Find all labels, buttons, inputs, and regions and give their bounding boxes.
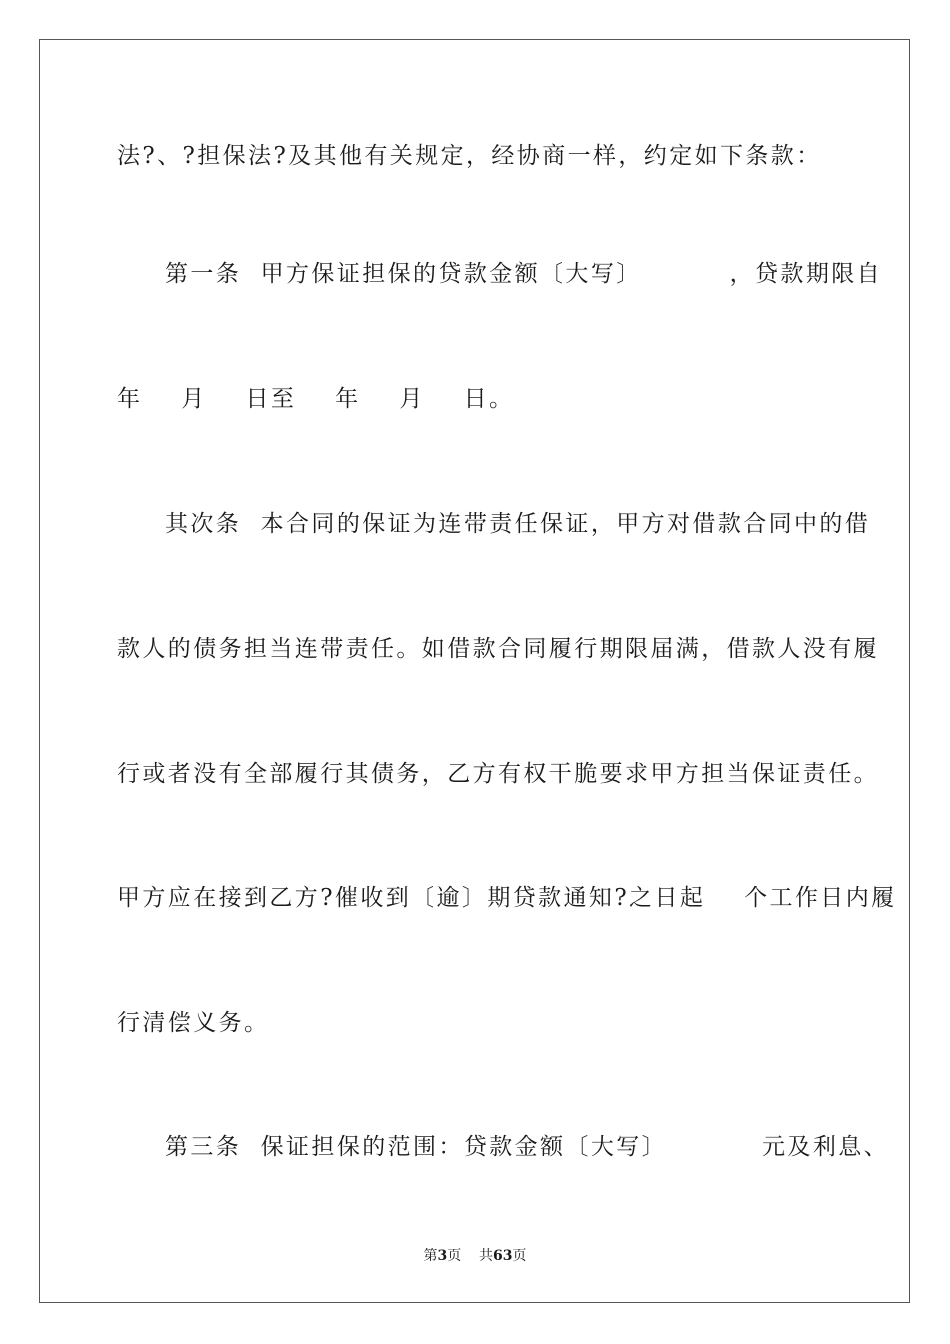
article-1-end: ，贷款期限自 — [729, 261, 883, 287]
article-3-end: 元及利息、 — [762, 1134, 890, 1160]
article-1-start: 第一条 甲方保证担保的贷款金额〔大写〕 — [165, 261, 642, 287]
text-line-9 — [165, 1132, 889, 1162]
text-line-3: 年 月 日至 年 月 日。 — [117, 386, 515, 412]
footer-prefix: 第 — [423, 1248, 438, 1264]
text-line-8: 行清偿义务。 — [117, 1010, 270, 1036]
text-line-6: 行或者没有全部履行其债务，乙方有权干脆要求甲方担当保证责任。 — [117, 761, 879, 787]
footer-middle: 页 共 — [447, 1248, 494, 1264]
text-line-1: 法?、?担保法?及其他有关规定，经协商一样，约定如下条款： — [117, 143, 822, 169]
text-line-4: 其次条 本合同的保证为连带责任保证，甲方对借款合同中的借 — [165, 511, 871, 537]
text-line-2 — [165, 259, 882, 289]
page-number: 3 — [437, 1248, 448, 1264]
page-border — [39, 39, 910, 1303]
page-footer — [0, 1247, 950, 1265]
article-3-start: 第三条 保证担保的范围：贷款金额〔大写〕 — [165, 1134, 668, 1160]
text-line-5: 款人的债务担当连带责任。如借款合同履行期限届满，借款人没有履 — [117, 636, 879, 662]
text-line-7: 甲方应在接到乙方?催收到〔逾〕期贷款通知?之日起 个工作日内履 — [117, 885, 897, 911]
footer-suffix: 页 — [512, 1248, 527, 1264]
total-pages: 63 — [493, 1248, 513, 1264]
